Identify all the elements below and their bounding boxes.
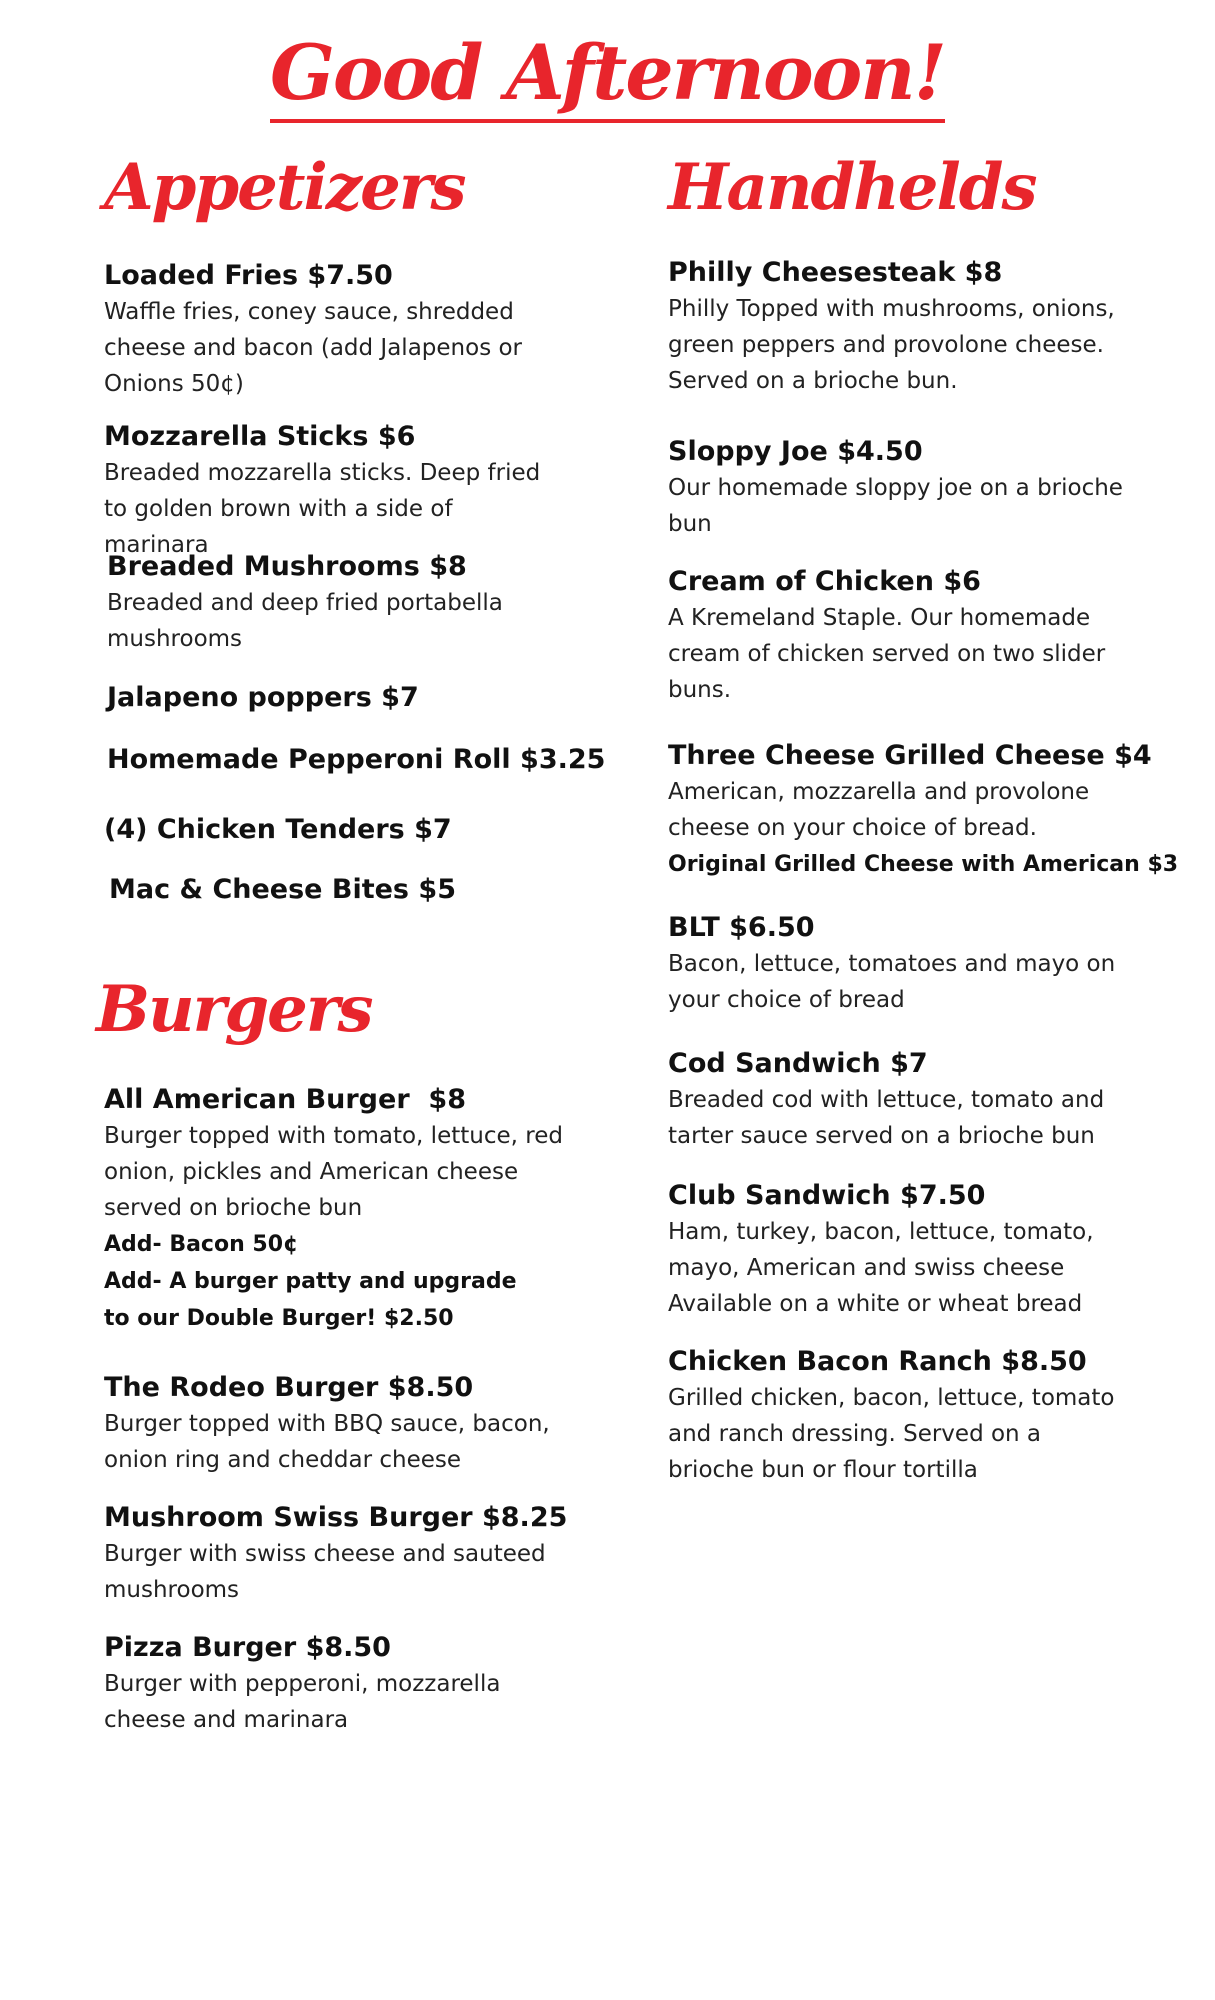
item-description: Grilled chicken, bacon, lettuce, tomato and ranch dressing. Served on a brioche bun or flour tortilla (668, 1385, 1115, 1483)
item-description: A Kremeland Staple. Our homemade cream of chicken served on two slider buns. (668, 605, 1106, 703)
item-name: All American Burger $8 (104, 1084, 467, 1115)
item-name: Club Sandwich $7.50 (668, 1180, 986, 1211)
item-description: Burger topped with BBQ sauce, bacon, onion ring and cheddar cheese (104, 1411, 550, 1473)
menu-item (668, 910, 1118, 1018)
handhelds-heading: Handhelds (668, 150, 1036, 225)
menu-item (668, 1344, 1128, 1488)
page-title: Good Afternoon! (0, 28, 1215, 117)
item-description: Our homemade sloppy joe on a brioche bun (668, 475, 1123, 537)
menu-item (668, 255, 1138, 399)
item-addon: Add- A burger patty and upgrade to our Double Burger! $2.50 (104, 1269, 517, 1331)
menu-item (107, 549, 527, 657)
menu-item (668, 1178, 1108, 1322)
item-name: Breaded Mushrooms $8 (107, 551, 467, 582)
menu-item (668, 1046, 1128, 1154)
appetizers-heading: Appetizers (104, 150, 465, 225)
item-description: Bacon, lettuce, tomatoes and mayo on your choice of bread (668, 951, 1116, 1013)
menu-item (104, 812, 624, 848)
menu-item (104, 1082, 574, 1337)
item-name: Cream of Chicken $6 (668, 566, 981, 597)
item-name: Homemade Pepperoni Roll $3.25 (107, 744, 606, 775)
item-name: Mozzarella Sticks $6 (104, 421, 416, 452)
item-name: Philly Cheesesteak $8 (668, 257, 1003, 288)
item-name: BLT $6.50 (668, 912, 815, 943)
item-description: Breaded mozzarella sticks. Deep fried to golden brown with a side of marinara (104, 460, 541, 558)
burgers-heading: Burgers (96, 972, 372, 1047)
item-name: Mac & Cheese Bites $5 (109, 874, 456, 905)
menu-item (668, 564, 1108, 708)
menu-item (104, 1370, 574, 1478)
item-addon: Original Grilled Cheese with American $3 (668, 852, 1179, 877)
item-name: The Rodeo Burger $8.50 (104, 1372, 474, 1403)
item-description: Philly Topped with mushrooms, onions, green peppers and provolone cheese. Served on a brioche bun. (668, 296, 1115, 394)
item-description: Burger topped with tomato, lettuce, red onion, pickles and American cheese served on brioche bun (104, 1123, 563, 1221)
item-description: American, mozzarella and provolone cheese on your choice of bread. (668, 779, 1090, 841)
menu-item (104, 1500, 574, 1608)
item-name: Chicken Bacon Ranch $8.50 (668, 1346, 1087, 1377)
item-description: Breaded and deep fried portabella mushrooms (107, 590, 503, 652)
item-name: Three Cheese Grilled Cheese $4 (668, 740, 1152, 771)
item-name: (4) Chicken Tenders $7 (104, 814, 452, 845)
item-description: Waffle fries, coney sauce, shredded cheese and bacon (add Jalapenos or Onions 50¢) (104, 299, 523, 397)
item-name: Jalapeno poppers $7 (107, 682, 419, 713)
menu-item (668, 434, 1128, 542)
item-name: Cod Sandwich $7 (668, 1048, 928, 1079)
menu-item (107, 742, 627, 778)
item-description: Burger with pepperoni, mozzarella cheese and marinara (104, 1671, 501, 1733)
item-name: Loaded Fries $7.50 (104, 260, 393, 291)
menu-item (104, 258, 564, 402)
menu-item (668, 738, 1179, 883)
item-name: Mushroom Swiss Burger $8.25 (104, 1502, 568, 1533)
menu-item (104, 1630, 534, 1738)
item-description: Burger with swiss cheese and sauteed mushrooms (104, 1541, 546, 1603)
menu-item (107, 680, 627, 716)
menu-item (104, 419, 564, 563)
item-addon: Add- Bacon 50¢ (104, 1232, 299, 1257)
item-description: Ham, turkey, bacon, lettuce, tomato, mayo, American and swiss cheese Available on a white or wheat bread (668, 1219, 1094, 1317)
item-name: Sloppy Joe $4.50 (668, 436, 923, 467)
menu-item (109, 872, 629, 908)
item-name: Pizza Burger $8.50 (104, 1632, 391, 1663)
item-description: Breaded cod with lettuce, tomato and tarter sauce served on a brioche bun (668, 1087, 1105, 1149)
